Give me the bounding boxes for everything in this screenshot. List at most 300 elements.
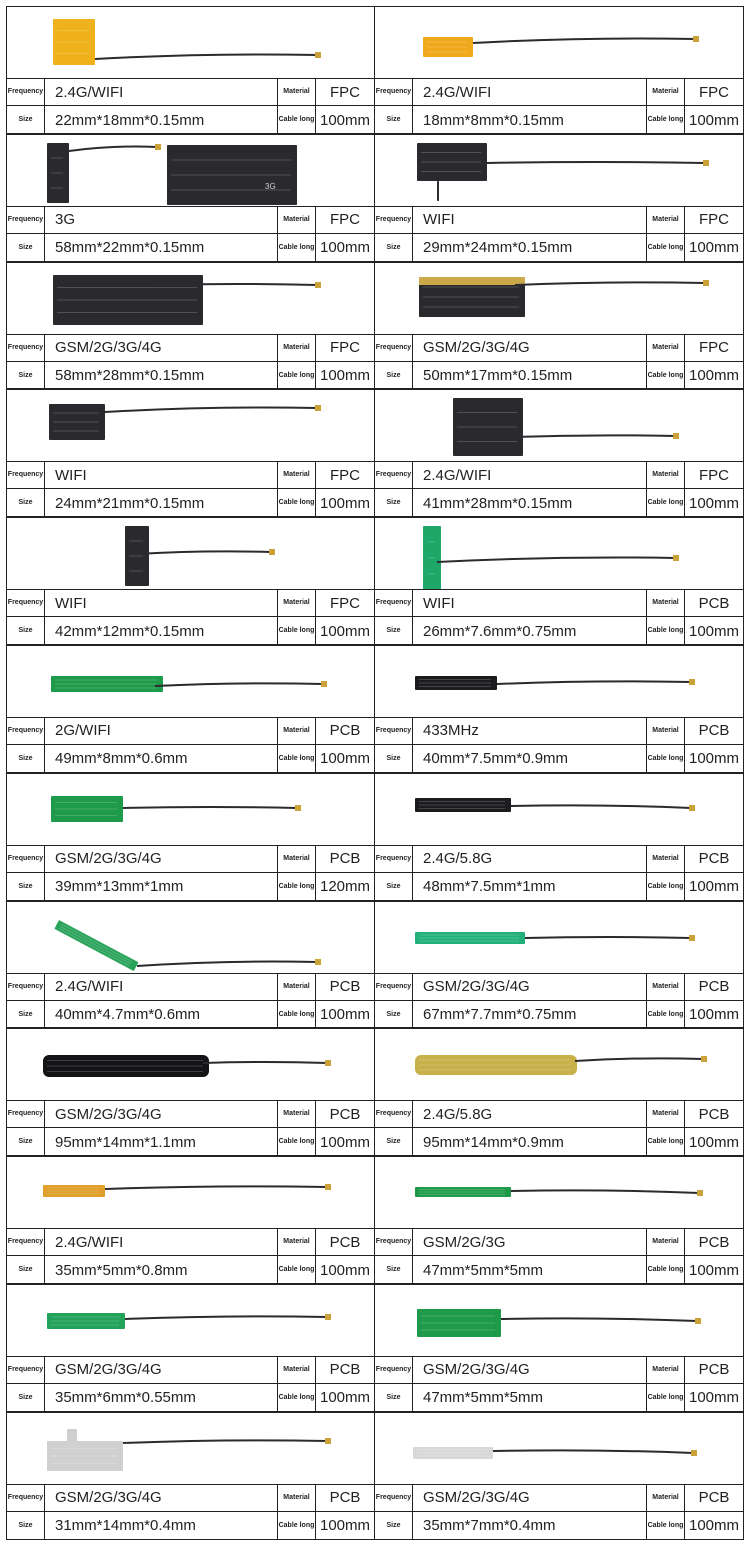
product-image [375, 1285, 743, 1357]
frequency-label: Frequency [7, 846, 45, 873]
frequency-label: Frequency [375, 1229, 413, 1256]
frequency-value: GSM/2G/3G/4G [413, 335, 647, 362]
cable-length-value: 100mm [319, 494, 371, 512]
antenna-cable [511, 1191, 699, 1194]
spec-table [7, 846, 374, 901]
material-value: FPC [685, 462, 743, 489]
spec-table [7, 1101, 374, 1156]
antenna-illustration [7, 1285, 374, 1356]
product-image [7, 1157, 374, 1229]
antenna-illustration [7, 390, 374, 461]
product-card [6, 1284, 375, 1412]
cable-length-value: 100mm [688, 622, 740, 640]
spec-table [375, 335, 743, 390]
cable-length-value: 100mm [319, 622, 371, 640]
material-label: Material [278, 846, 316, 873]
cable-long-label: Cable long [278, 617, 316, 645]
cable-long-label: Cable long [278, 745, 316, 773]
svg-text:3G: 3G [265, 181, 276, 191]
ufl-connector [315, 959, 321, 965]
product-image [7, 390, 374, 462]
frequency-label: Frequency [375, 590, 413, 617]
spec-table [7, 462, 374, 517]
ufl-connector [321, 681, 327, 687]
ufl-connector [689, 935, 695, 941]
product-card [374, 645, 744, 773]
cable-length-value: 100mm [688, 878, 740, 896]
size-value: 49mm*8mm*0.6mm [45, 745, 278, 773]
size-value: 40mm*4.7mm*0.6mm [45, 1001, 278, 1029]
frequency-label: Frequency [7, 335, 45, 362]
ufl-connector [325, 1060, 331, 1066]
cable-long-label: Cable long [278, 234, 316, 262]
cable-long-label: Cable long [647, 745, 685, 773]
frequency-label: Frequency [7, 1229, 45, 1256]
antenna-illustration [7, 1157, 374, 1228]
size-value: 24mm*21mm*0.15mm [45, 489, 278, 517]
frequency-value: 2.4G/WIFI [413, 79, 647, 106]
antenna-illustration [7, 646, 374, 717]
product-image [7, 7, 374, 79]
material-label: Material [647, 1485, 685, 1512]
antenna-cable [137, 961, 317, 966]
size-value: 50mm*17mm*0.15mm [413, 362, 647, 390]
product-image [7, 135, 374, 207]
size-label: Size [7, 1128, 45, 1156]
antenna-illustration [7, 1413, 374, 1484]
product-image [375, 646, 743, 718]
product-image [375, 135, 743, 207]
material-label: Material [278, 462, 316, 489]
cable-long-label: Cable long [647, 489, 685, 517]
size-value: 35mm*6mm*0.55mm [45, 1384, 278, 1412]
ufl-connector [703, 280, 709, 286]
antenna-illustration [7, 774, 374, 845]
product-row [6, 7, 744, 135]
antenna-illustration [375, 1157, 743, 1228]
product-row [6, 518, 744, 646]
spec-table [7, 590, 374, 645]
frequency-value: GSM/2G/3G/4G [413, 1357, 647, 1384]
material-value: FPC [316, 462, 374, 489]
spec-table [7, 974, 374, 1029]
product-row [6, 1413, 744, 1541]
antenna-cable [137, 552, 271, 555]
ufl-connector [325, 1184, 331, 1190]
size-value: 26mm*7.6mm*0.75mm [413, 617, 647, 645]
antenna-illustration [375, 1413, 743, 1484]
product-card [6, 262, 375, 390]
material-value: PCB [685, 1357, 743, 1384]
antenna-illustration [7, 263, 374, 334]
ufl-connector [325, 1438, 331, 1444]
spec-table [7, 207, 374, 262]
ufl-connector [703, 160, 709, 166]
frequency-value: WIFI [45, 590, 278, 617]
antenna-body [67, 1429, 77, 1443]
size-value: 35mm*7mm*0.4mm [413, 1512, 647, 1540]
product-row [6, 390, 744, 518]
size-label: Size [7, 1384, 45, 1412]
cable-length-value: 100mm [688, 367, 740, 385]
frequency-value: 2.4G/5.8G [413, 1101, 647, 1128]
cable-long-label: Cable long [647, 617, 685, 645]
frequency-label: Frequency [375, 1485, 413, 1512]
product-card [374, 1412, 744, 1540]
antenna-cable [105, 1187, 327, 1190]
product-image [375, 1157, 743, 1229]
ufl-connector [691, 1450, 697, 1456]
material-value: PCB [316, 1101, 374, 1128]
product-card [6, 6, 375, 134]
size-value: 47mm*5mm*5mm [413, 1256, 647, 1284]
material-label: Material [278, 590, 316, 617]
spec-table [375, 846, 743, 901]
size-label: Size [375, 489, 413, 517]
product-card [6, 1412, 375, 1540]
cable-long-label: Cable long [278, 106, 316, 134]
product-card [374, 1028, 744, 1156]
cable-long-label: Cable long [647, 1128, 685, 1156]
antenna-cable [497, 681, 691, 684]
spec-table [375, 974, 743, 1029]
cable-long-label: Cable long [278, 1384, 316, 1412]
material-value: PCB [316, 718, 374, 745]
frequency-label: Frequency [375, 974, 413, 1001]
material-label: Material [278, 718, 316, 745]
frequency-value: GSM/2G/3G [413, 1229, 647, 1256]
antenna-cable [501, 1318, 697, 1321]
product-card [6, 901, 375, 1029]
spec-table [7, 1229, 374, 1284]
antenna-illustration [375, 263, 743, 334]
size-label: Size [375, 234, 413, 262]
frequency-value: WIFI [45, 462, 278, 489]
spec-table [7, 1357, 374, 1412]
cable-length-value: 100mm [319, 239, 371, 257]
size-label: Size [7, 362, 45, 390]
antenna-illustration [375, 390, 743, 461]
cable-long-label: Cable long [647, 1512, 685, 1540]
size-value: 58mm*22mm*0.15mm [45, 234, 278, 262]
size-label: Size [7, 873, 45, 901]
material-label: Material [647, 335, 685, 362]
frequency-label: Frequency [7, 462, 45, 489]
size-label: Size [7, 106, 45, 134]
size-label: Size [7, 745, 45, 773]
size-label: Size [375, 873, 413, 901]
frequency-label: Frequency [7, 1357, 45, 1384]
cable-length-value: 100mm [319, 1261, 371, 1279]
frequency-value: GSM/2G/3G/4G [45, 335, 278, 362]
antenna-illustration [7, 7, 374, 78]
antenna-cable [493, 1450, 693, 1453]
cable-length-value: 100mm [688, 1006, 740, 1024]
antenna-illustration [375, 7, 743, 78]
frequency-value: GSM/2G/3G/4G [413, 974, 647, 1001]
frequency-value: GSM/2G/3G/4G [45, 1101, 278, 1128]
size-value: 29mm*24mm*0.15mm [413, 234, 647, 262]
product-image [7, 902, 374, 974]
size-label: Size [375, 1128, 413, 1156]
cable-long-label: Cable long [647, 1256, 685, 1284]
frequency-label: Frequency [375, 79, 413, 106]
product-row [6, 135, 744, 263]
frequency-value: 433MHz [413, 718, 647, 745]
cable-length-value: 100mm [319, 111, 371, 129]
ufl-connector [155, 144, 161, 150]
spec-table [7, 718, 374, 773]
material-label: Material [647, 590, 685, 617]
size-value: 48mm*7.5mm*1mm [413, 873, 647, 901]
ufl-connector [701, 1056, 707, 1062]
antenna-cable [575, 1059, 703, 1062]
frequency-value: 2.4G/WIFI [413, 462, 647, 489]
cable-length-value: 100mm [319, 1006, 371, 1024]
frequency-value: GSM/2G/3G/4G [45, 1485, 278, 1512]
cable-length-value: 100mm [688, 1517, 740, 1535]
cable-long-label: Cable long [647, 1384, 685, 1412]
frequency-label: Frequency [7, 79, 45, 106]
cable-length-value: 100mm [319, 1389, 371, 1407]
spec-table [375, 462, 743, 517]
antenna-illustration [375, 1029, 743, 1100]
antenna-cable [511, 805, 691, 808]
cable-long-label: Cable long [278, 1001, 316, 1029]
cable-long-label: Cable long [647, 873, 685, 901]
cable-length-value: 100mm [688, 239, 740, 257]
size-value: 35mm*5mm*0.8mm [45, 1256, 278, 1284]
size-label: Size [375, 362, 413, 390]
size-value: 95mm*14mm*1.1mm [45, 1128, 278, 1156]
material-value: PCB [685, 590, 743, 617]
product-card [374, 262, 744, 390]
material-label: Material [278, 1357, 316, 1384]
cable-length-value: 100mm [319, 750, 371, 768]
antenna-illustration [375, 902, 743, 973]
ufl-connector [295, 805, 301, 811]
ufl-connector [269, 549, 275, 555]
cable-length-value: 100mm [688, 1133, 740, 1151]
cable-length-value: 100mm [688, 1261, 740, 1279]
frequency-label: Frequency [7, 718, 45, 745]
material-value: PCB [316, 1357, 374, 1384]
material-value: PCB [316, 846, 374, 873]
cable-long-label: Cable long [647, 1001, 685, 1029]
frequency-label: Frequency [7, 1485, 45, 1512]
cable-long-label: Cable long [278, 1512, 316, 1540]
product-card [6, 645, 375, 773]
product-card [6, 389, 375, 517]
cable-length-value: 100mm [688, 750, 740, 768]
antenna-illustration [375, 135, 743, 206]
cable-length-value: 100mm [688, 494, 740, 512]
product-image [7, 646, 374, 718]
product-row [6, 902, 744, 1030]
product-image [7, 774, 374, 846]
frequency-value: GSM/2G/3G/4G [413, 1485, 647, 1512]
frequency-label: Frequency [7, 974, 45, 1001]
material-value: FPC [316, 335, 374, 362]
material-value: FPC [316, 590, 374, 617]
material-label: Material [647, 207, 685, 234]
material-label: Material [278, 207, 316, 234]
antenna-spec-grid [6, 7, 744, 1541]
cable-long-label: Cable long [647, 234, 685, 262]
material-value: FPC [685, 207, 743, 234]
size-label: Size [7, 1001, 45, 1029]
size-label: Size [375, 1384, 413, 1412]
ufl-connector [315, 405, 321, 411]
product-image [375, 902, 743, 974]
ufl-connector [693, 36, 699, 42]
product-image [7, 263, 374, 335]
antenna-illustration [375, 518, 743, 589]
material-label: Material [647, 1229, 685, 1256]
cable-long-label: Cable long [647, 106, 685, 134]
antenna-cable [95, 55, 317, 60]
size-value: 22mm*18mm*0.15mm [45, 106, 278, 134]
ufl-connector [673, 555, 679, 561]
material-label: Material [278, 1485, 316, 1512]
frequency-label: Frequency [375, 1101, 413, 1128]
material-value: PCB [316, 974, 374, 1001]
cable-long-label: Cable long [278, 362, 316, 390]
material-label: Material [278, 1229, 316, 1256]
spec-table [375, 1485, 743, 1540]
size-label: Size [375, 1001, 413, 1029]
product-row [6, 1285, 744, 1413]
antenna-cable [525, 937, 691, 938]
material-label: Material [278, 1101, 316, 1128]
product-card [374, 1284, 744, 1412]
cable-length-value: 100mm [319, 367, 371, 385]
antenna-cable [487, 162, 705, 163]
antenna-illustration [7, 518, 374, 589]
cable-length-value: 100mm [319, 1517, 371, 1535]
size-label: Size [375, 1256, 413, 1284]
material-value: PCB [685, 1229, 743, 1256]
antenna-illustration [7, 902, 374, 973]
size-value: 40mm*7.5mm*0.9mm [413, 745, 647, 773]
product-card [374, 773, 744, 901]
product-image [375, 774, 743, 846]
frequency-label: Frequency [375, 718, 413, 745]
frequency-label: Frequency [375, 462, 413, 489]
size-value: 18mm*8mm*0.15mm [413, 106, 647, 134]
ufl-connector [673, 433, 679, 439]
product-card [6, 1028, 375, 1156]
frequency-value: GSM/2G/3G/4G [45, 846, 278, 873]
product-image [375, 1029, 743, 1101]
material-value: PCB [316, 1229, 374, 1256]
product-image [375, 263, 743, 335]
product-row [6, 263, 744, 391]
spec-table [375, 79, 743, 134]
material-label: Material [647, 846, 685, 873]
size-value: 58mm*28mm*0.15mm [45, 362, 278, 390]
frequency-value: 3G [45, 207, 278, 234]
antenna-cable [473, 39, 695, 44]
size-label: Size [7, 617, 45, 645]
size-value: 41mm*28mm*0.15mm [413, 489, 647, 517]
product-image [375, 390, 743, 462]
product-card [374, 901, 744, 1029]
cable-long-label: Cable long [278, 873, 316, 901]
size-label: Size [375, 617, 413, 645]
size-label: Size [375, 745, 413, 773]
product-card [374, 517, 744, 645]
antenna-cable [157, 284, 317, 285]
antenna-illustration [375, 646, 743, 717]
antenna-illustration [375, 774, 743, 845]
antenna-cable [203, 1062, 327, 1063]
product-card [6, 134, 375, 262]
material-label: Material [647, 79, 685, 106]
frequency-value: 2.4G/WIFI [45, 974, 278, 1001]
frequency-label: Frequency [375, 846, 413, 873]
spec-table [7, 335, 374, 390]
product-row [6, 646, 744, 774]
frequency-value: 2.4G/WIFI [45, 79, 278, 106]
material-value: PCB [685, 1101, 743, 1128]
ufl-connector [689, 679, 695, 685]
frequency-label: Frequency [7, 1101, 45, 1128]
product-card [6, 773, 375, 901]
product-row [6, 1157, 744, 1285]
cable-long-label: Cable long [278, 1128, 316, 1156]
cable-long-label: Cable long [647, 362, 685, 390]
product-row [6, 1029, 744, 1157]
spec-table [375, 1101, 743, 1156]
material-value: PCB [685, 974, 743, 1001]
spec-table [375, 207, 743, 262]
size-value: 95mm*14mm*0.9mm [413, 1128, 647, 1156]
cable-long-label: Cable long [278, 489, 316, 517]
product-image [7, 1413, 374, 1485]
antenna-cable [123, 1440, 327, 1443]
product-card [6, 517, 375, 645]
antenna-cable [69, 146, 157, 151]
antenna-illustration [7, 1029, 374, 1100]
cable-length-value: 120mm [319, 878, 371, 896]
material-label: Material [647, 718, 685, 745]
size-label: Size [7, 1256, 45, 1284]
material-label: Material [647, 1357, 685, 1384]
size-value: 42mm*12mm*0.15mm [45, 617, 278, 645]
product-image [375, 7, 743, 79]
frequency-value: WIFI [413, 207, 647, 234]
antenna-cable [105, 408, 317, 413]
material-value: PCB [316, 1485, 374, 1512]
ufl-connector [325, 1314, 331, 1320]
frequency-value: 2.4G/WIFI [45, 1229, 278, 1256]
antenna-cable [123, 807, 297, 808]
material-value: FPC [316, 207, 374, 234]
frequency-value: 2G/WIFI [45, 718, 278, 745]
size-label: Size [375, 1512, 413, 1540]
frequency-value: 2.4G/5.8G [413, 846, 647, 873]
antenna-cable [437, 558, 675, 563]
product-image [375, 518, 743, 590]
antenna-cable [125, 1316, 327, 1319]
material-value: PCB [685, 718, 743, 745]
product-row [6, 774, 744, 902]
spec-table [7, 79, 374, 134]
ufl-connector [689, 805, 695, 811]
frequency-label: Frequency [375, 207, 413, 234]
product-card [374, 1156, 744, 1284]
